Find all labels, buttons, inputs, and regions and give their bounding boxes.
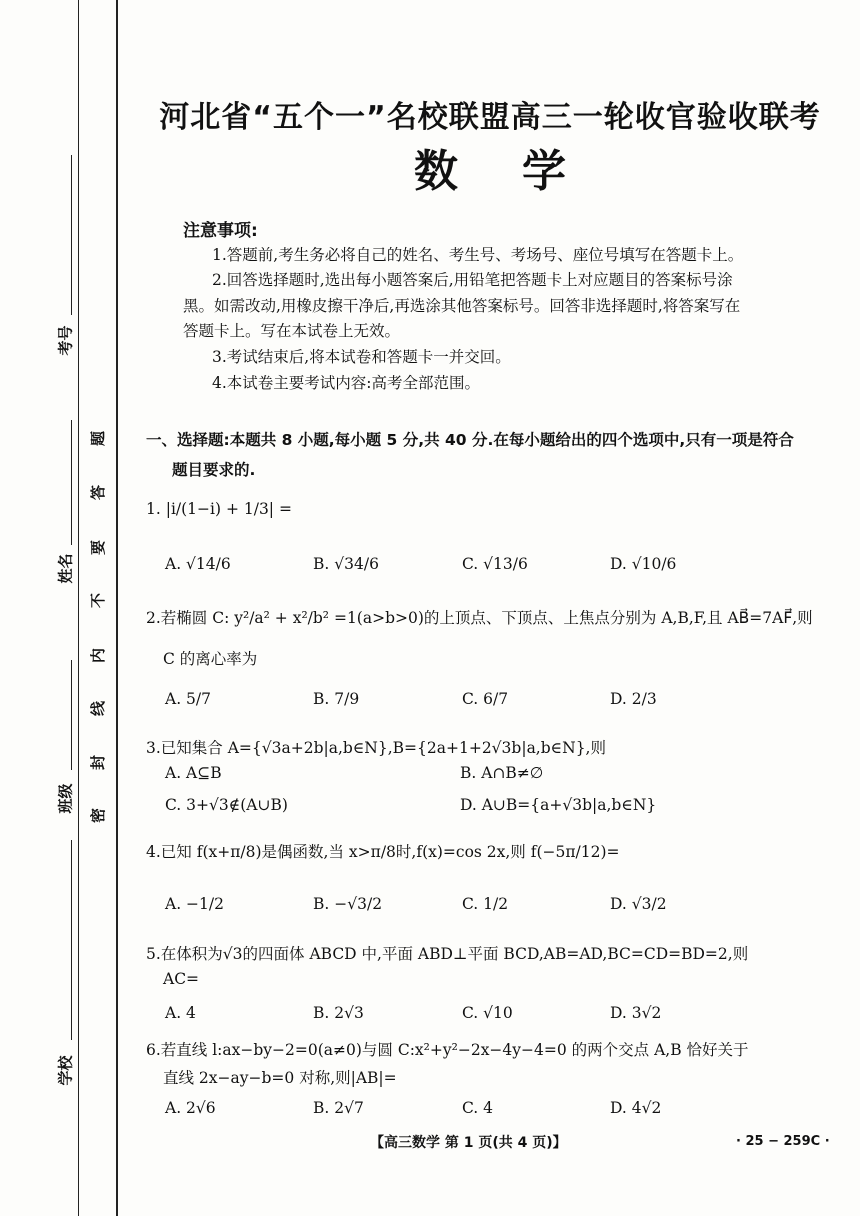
q5-option-a: A. 4 <box>165 1004 196 1022</box>
warning-char: 密 <box>89 807 108 824</box>
q1-option-b: B. √34/6 <box>313 555 379 573</box>
q4-option-b: B. −√3/2 <box>313 895 383 913</box>
q3-option-a: A. A⊆B <box>165 764 222 782</box>
q6-option-a: A. 2√6 <box>165 1099 216 1117</box>
warning-char: 不 <box>89 592 108 609</box>
q2-option-a: A. 5/7 <box>165 690 211 708</box>
paper-code: · 25 − 259C · <box>736 1134 830 1149</box>
section-heading: 一、选择题:本题共 8 小题,每小题 5 分,共 40 分.在每小题给出的四个选项中,只有一项是符合 <box>146 431 794 449</box>
q5-option-c: C. √10 <box>462 1004 513 1022</box>
class-label: 班级 <box>56 783 75 814</box>
margin-line-inner <box>116 0 118 1216</box>
q2-option-d: D. 2/3 <box>610 690 657 708</box>
exam-number-underline <box>71 155 72 315</box>
q5-option-b: B. 2√3 <box>313 1004 364 1022</box>
notes-heading: 注意事项: <box>183 221 258 241</box>
question-4-stem: 4.已知 f(x+π/8)是偶函数,当 x>π/8时,f(x)=cos 2x,则 f(−5π/12)= <box>146 843 620 861</box>
q2-option-c: C. 6/7 <box>462 690 509 708</box>
note-line: 2.回答选择题时,选出每小题答案后,用铅笔把答题卡上对应题目的答案标号涂 <box>212 271 733 289</box>
question-2-stem-cont: C 的离心率为 <box>163 650 258 668</box>
exam-number-field[interactable] <box>50 155 75 405</box>
q1-option-c: C. √13/6 <box>462 555 528 573</box>
class-underline <box>71 660 72 770</box>
warning-char: 封 <box>89 754 108 771</box>
warning-char: 内 <box>89 647 108 664</box>
note-line: 答题卡上。写在本试卷上无效。 <box>183 322 401 340</box>
school-underline <box>71 840 72 1040</box>
q5-option-d: D. 3√2 <box>610 1004 662 1022</box>
q6-option-d: D. 4√2 <box>610 1099 662 1117</box>
page-footer: 【高三数学 第 1 页(共 4 页)】 <box>370 1135 567 1151</box>
question-5-stem: 5.在体积为√3的四面体 ABCD 中,平面 ABD⊥平面 BCD,AB=AD,BC=CD=BD=2,则 <box>146 945 749 963</box>
note-line: 4.本试卷主要考试内容:高考全部范围。 <box>212 374 481 392</box>
warning-char: 要 <box>89 539 108 556</box>
subject-title: 数学 <box>414 146 630 197</box>
q4-option-d: D. √3/2 <box>610 895 667 913</box>
margin-line-outer <box>78 0 79 1216</box>
q3-option-d: D. A∪B={a+√3b|a,b∈N} <box>460 796 657 814</box>
school-label: 学校 <box>56 1055 75 1086</box>
note-line: 黑。如需改动,用橡皮擦干净后,再选涂其他答案标号。回答非选择题时,将答案写在 <box>183 297 741 315</box>
q6-option-c: C. 4 <box>462 1099 494 1117</box>
note-line: 3.考试结束后,将本试卷和答题卡一并交回。 <box>212 348 511 366</box>
warning-char: 题 <box>89 430 108 447</box>
q4-option-c: C. 1/2 <box>462 895 509 913</box>
question-5-stem-cont: AC= <box>163 970 200 988</box>
q6-option-b: B. 2√7 <box>313 1099 364 1117</box>
exam-title: 河北省“五个一”名校联盟高三一轮收官验收联考 <box>159 100 821 135</box>
q1-option-a: A. √14/6 <box>165 555 231 573</box>
section-heading-cont: 题目要求的. <box>172 461 256 479</box>
note-line: 1.答题前,考生务必将自己的姓名、考生号、考场号、座位号填写在答题卡上。 <box>212 246 744 264</box>
q1-option-d: D. √10/6 <box>610 555 677 573</box>
name-underline <box>71 420 72 545</box>
question-1-stem: 1. |i/(1−i) + 1/3| = <box>146 500 292 518</box>
warning-char: 线 <box>89 700 108 717</box>
school-field[interactable] <box>50 840 75 1090</box>
question-6-stem-cont: 直线 2x−ay−b=0 对称,则|AB|= <box>163 1069 397 1087</box>
q2-option-b: B. 7/9 <box>313 690 360 708</box>
name-label: 姓名 <box>56 553 75 584</box>
question-6-stem: 6.若直线 l:ax−by−2=0(a≠0)与圆 C:x²+y²−2x−4y−4=0 的两个交点 A,B 恰好关于 <box>146 1041 749 1059</box>
warning-char: 答 <box>89 484 108 501</box>
name-field[interactable] <box>50 420 75 620</box>
question-3-stem: 3.已知集合 A={√3a+2b|a,b∈N},B={2a+1+2√3b|a,b∈N},则 <box>146 739 606 757</box>
exam-number-label: 考号 <box>56 325 75 356</box>
q3-option-c: C. 3+√3∉(A∪B) <box>165 796 288 814</box>
q3-option-b: B. A∩B≠∅ <box>460 764 544 782</box>
question-2-stem: 2.若椭圆 C: y²/a² + x²/b² =1(a>b>0)的上顶点、下顶点、上焦点分别为 A,B,F,且 AB⃗=7AF⃗,则 <box>146 609 813 627</box>
class-field[interactable] <box>50 660 75 820</box>
q4-option-a: A. −1/2 <box>165 895 224 913</box>
